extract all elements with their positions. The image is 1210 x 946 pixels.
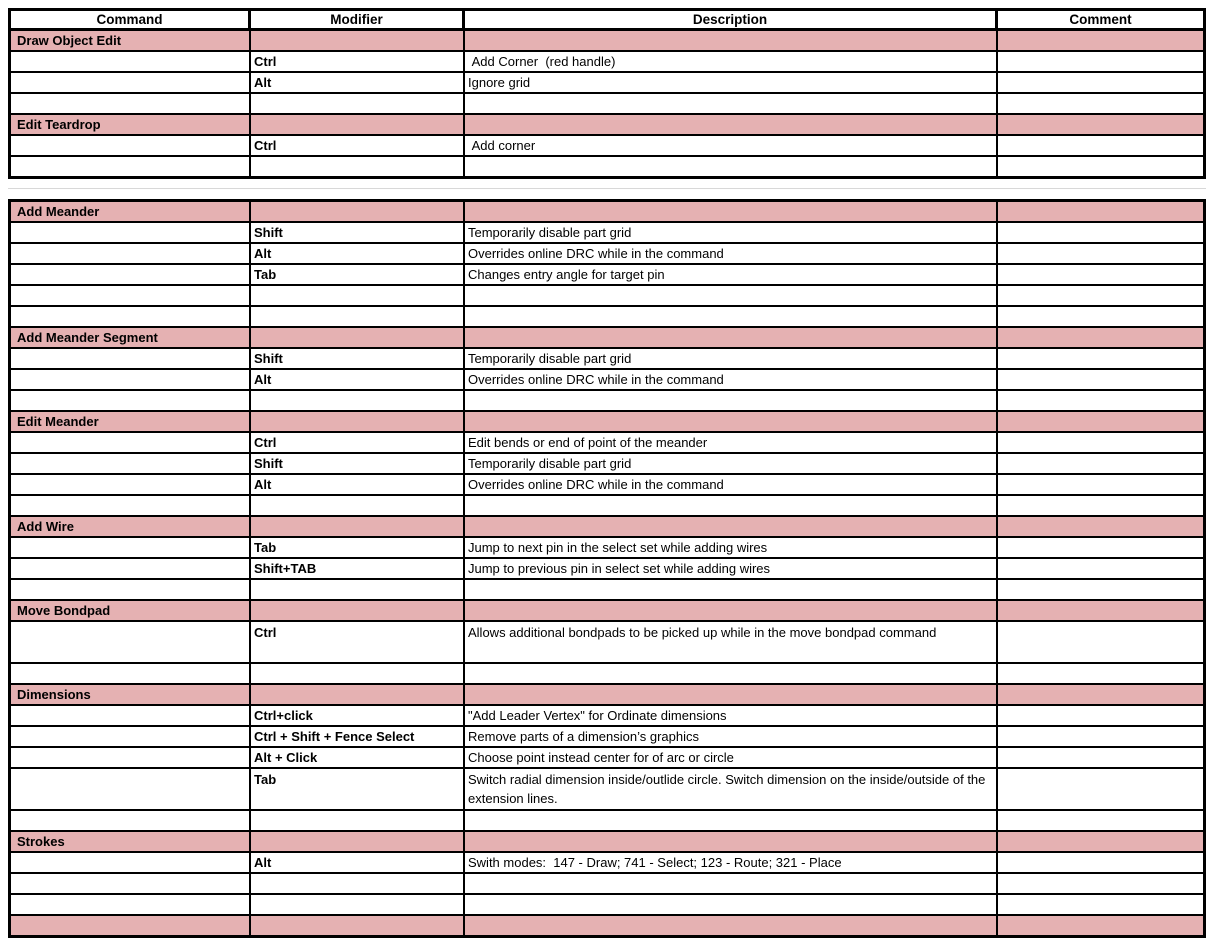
shortcut-row <box>11 265 1203 286</box>
section-empty-row <box>11 916 1203 935</box>
comment-cell <box>998 559 1203 578</box>
comment-cell <box>998 202 1203 221</box>
command-cell <box>11 895 251 914</box>
description-cell: Choose point instead center for of arc or circle <box>465 748 998 767</box>
header-cell-command: Command <box>11 11 251 28</box>
modifier-cell <box>251 517 465 536</box>
shortcut-row <box>11 52 1203 73</box>
comment-cell <box>998 769 1203 809</box>
modifier-cell: Ctrl <box>251 433 465 452</box>
modifier-cell <box>251 94 465 113</box>
modifier-cell <box>251 874 465 893</box>
shortcut-row <box>11 433 1203 454</box>
comment-cell <box>998 664 1203 683</box>
comment-cell <box>998 286 1203 305</box>
description-cell: Jump to previous pin in select set while adding wires <box>465 559 998 578</box>
table-header-row <box>8 8 1206 31</box>
command-cell <box>11 454 251 473</box>
command-cell <box>11 706 251 725</box>
section-header-row <box>11 31 1203 52</box>
modifier-cell: Ctrl + Shift + Fence Select <box>251 727 465 746</box>
modifier-cell: Ctrl+click <box>251 706 465 725</box>
empty-row <box>11 286 1203 307</box>
comment-cell <box>998 580 1203 599</box>
comment-cell <box>998 874 1203 893</box>
comment-cell <box>998 622 1203 662</box>
comment-cell <box>998 136 1203 155</box>
modifier-cell <box>251 580 465 599</box>
shortcut-row <box>11 73 1203 94</box>
empty-row <box>11 664 1203 685</box>
command-cell <box>11 307 251 326</box>
modifier-cell <box>251 307 465 326</box>
description-cell: Remove parts of a dimension’s graphics <box>465 727 998 746</box>
description-cell <box>465 601 998 620</box>
modifier-cell: Tab <box>251 265 465 284</box>
description-cell <box>465 286 998 305</box>
modifier-cell: Alt <box>251 475 465 494</box>
empty-row <box>11 157 1203 176</box>
modifier-cell: Shift <box>251 349 465 368</box>
shortcut-row <box>11 622 1203 664</box>
description-cell <box>465 328 998 347</box>
command-cell <box>11 94 251 113</box>
header-cell-comment: Comment <box>1069 12 1132 27</box>
shortcut-row <box>11 853 1203 874</box>
description-cell <box>465 202 998 221</box>
comment-cell <box>998 811 1203 830</box>
modifier-cell <box>251 685 465 704</box>
command-cell <box>11 916 251 935</box>
description-cell: Temporarily disable part grid <box>465 223 998 242</box>
command-cell: Draw Object Edit <box>11 31 251 50</box>
command-cell <box>11 622 251 662</box>
comment-cell <box>998 706 1203 725</box>
section-header-row <box>11 202 1203 223</box>
description-cell <box>465 517 998 536</box>
modifier-cell <box>251 31 465 50</box>
modifier-cell <box>251 496 465 515</box>
comment-cell <box>998 895 1203 914</box>
description-cell: Ignore grid <box>465 73 998 92</box>
command-cell <box>11 391 251 410</box>
modifier-cell: Alt <box>251 370 465 389</box>
command-cell <box>11 496 251 515</box>
command-cell: Edit Meander <box>11 412 251 431</box>
gap-divider-line <box>8 188 1206 189</box>
description-cell <box>465 685 998 704</box>
comment-cell <box>998 433 1203 452</box>
shortcut-row <box>11 136 1203 157</box>
empty-row <box>11 391 1203 412</box>
description-cell: Temporarily disable part grid <box>465 454 998 473</box>
shortcut-row <box>11 475 1203 496</box>
shortcut-row <box>11 559 1203 580</box>
shortcut-row <box>11 727 1203 748</box>
command-cell <box>11 136 251 155</box>
section-header-row <box>11 517 1203 538</box>
comment-cell <box>998 31 1203 50</box>
header-cell-description: Description <box>465 11 998 28</box>
description-cell <box>465 874 998 893</box>
modifier-cell <box>251 895 465 914</box>
description-cell <box>465 31 998 50</box>
modifier-cell: Ctrl <box>251 622 465 662</box>
description-cell: Swith modes: 147 - Draw; 741 - Select; 123 - Route; 321 - Place <box>465 853 998 872</box>
shortcut-row <box>11 370 1203 391</box>
modifier-cell <box>251 328 465 347</box>
comment-cell <box>998 475 1203 494</box>
modifier-cell <box>251 202 465 221</box>
shortcut-row <box>11 748 1203 769</box>
description-cell: Changes entry angle for target pin <box>465 265 998 284</box>
command-cell <box>11 223 251 242</box>
header-cell-modifier: Modifier <box>251 11 465 28</box>
description-cell: "Add Leader Vertex" for Ordinate dimensions <box>465 706 998 725</box>
empty-row <box>11 811 1203 832</box>
comment-cell <box>998 223 1203 242</box>
description-cell: Overrides online DRC while in the command <box>465 475 998 494</box>
comment-cell <box>998 328 1203 347</box>
modifier-cell: Alt <box>251 73 465 92</box>
description-cell: Temporarily disable part grid <box>465 349 998 368</box>
section-header-row <box>11 412 1203 433</box>
command-cell <box>11 52 251 71</box>
description-cell <box>465 580 998 599</box>
section-header-row <box>11 115 1203 136</box>
comment-cell <box>998 517 1203 536</box>
shortcut-row <box>11 244 1203 265</box>
comment-cell <box>998 601 1203 620</box>
description-cell <box>465 664 998 683</box>
command-cell <box>11 157 251 176</box>
command-cell <box>11 433 251 452</box>
shortcut-row <box>11 223 1203 244</box>
description-cell: Overrides online DRC while in the command <box>465 370 998 389</box>
comment-cell <box>998 370 1203 389</box>
command-cell <box>11 244 251 263</box>
description-cell <box>465 94 998 113</box>
modifier-cell <box>251 286 465 305</box>
table-block-main <box>8 199 1206 938</box>
comment-cell <box>998 853 1203 872</box>
shortcut-row <box>11 349 1203 370</box>
modifier-cell <box>251 832 465 851</box>
shortcut-row <box>11 706 1203 727</box>
command-cell <box>11 475 251 494</box>
comment-cell <box>998 727 1203 746</box>
modifier-cell <box>251 412 465 431</box>
section-header-row <box>11 601 1203 622</box>
command-cell <box>11 538 251 557</box>
table-block-top <box>8 31 1206 179</box>
description-cell: Add Corner (red handle) <box>465 52 998 71</box>
empty-row <box>11 874 1203 895</box>
modifier-cell <box>251 811 465 830</box>
description-cell: Allows additional bondpads to be picked up while in the move bondpad command <box>465 622 998 662</box>
modifier-cell <box>251 157 465 176</box>
comment-cell <box>998 307 1203 326</box>
description-cell: Switch radial dimension inside/outlide circle. Switch dimension on the inside/outside of the extension lines. <box>465 769 998 809</box>
command-cell: Add Wire <box>11 517 251 536</box>
comment-cell <box>998 748 1203 767</box>
description-cell <box>465 115 998 134</box>
modifier-cell: Ctrl <box>251 136 465 155</box>
modifier-cell: Alt <box>251 853 465 872</box>
comment-cell <box>998 412 1203 431</box>
comment-cell <box>998 52 1203 71</box>
description-cell <box>465 916 998 935</box>
modifier-cell: Shift+TAB <box>251 559 465 578</box>
comment-cell <box>998 391 1203 410</box>
modifier-cell <box>251 916 465 935</box>
modifier-cell: Shift <box>251 223 465 242</box>
command-cell <box>11 265 251 284</box>
command-cell: Move Bondpad <box>11 601 251 620</box>
empty-row <box>11 895 1203 916</box>
modifier-cell: Tab <box>251 538 465 557</box>
description-cell <box>465 157 998 176</box>
command-cell <box>11 73 251 92</box>
command-cell <box>11 811 251 830</box>
command-cell <box>11 664 251 683</box>
command-cell <box>11 727 251 746</box>
command-cell: Add Meander <box>11 202 251 221</box>
section-header-row <box>11 328 1203 349</box>
command-cell <box>11 748 251 767</box>
comment-cell <box>998 94 1203 113</box>
section-header-row <box>11 832 1203 853</box>
shortcut-row <box>11 538 1203 559</box>
command-cell: Edit Teardrop <box>11 115 251 134</box>
shortcut-row <box>11 769 1203 811</box>
comment-cell <box>998 832 1203 851</box>
comment-cell <box>998 244 1203 263</box>
modifier-cell: Alt + Click <box>251 748 465 767</box>
description-cell <box>465 412 998 431</box>
modifier-cell <box>251 115 465 134</box>
modifier-cell <box>251 664 465 683</box>
section-header-row <box>11 685 1203 706</box>
command-cell <box>11 580 251 599</box>
description-cell <box>465 895 998 914</box>
shortcut-row <box>11 454 1203 475</box>
comment-cell <box>998 157 1203 176</box>
empty-row <box>11 94 1203 115</box>
command-cell <box>11 874 251 893</box>
comment-cell <box>998 349 1203 368</box>
command-cell: Strokes <box>11 832 251 851</box>
description-cell <box>465 307 998 326</box>
modifier-cell <box>251 601 465 620</box>
comment-cell <box>998 916 1203 935</box>
description-cell <box>465 811 998 830</box>
comment-cell <box>998 265 1203 284</box>
command-cell <box>11 559 251 578</box>
command-cell <box>11 769 251 809</box>
command-cell: Dimensions <box>11 685 251 704</box>
command-cell <box>11 370 251 389</box>
empty-row <box>11 580 1203 601</box>
description-cell <box>465 832 998 851</box>
empty-row <box>11 307 1203 328</box>
command-cell <box>11 349 251 368</box>
description-cell: Edit bends or end of point of the meander <box>465 433 998 452</box>
command-cell <box>11 286 251 305</box>
modifier-cell <box>251 391 465 410</box>
description-cell: Jump to next pin in the select set while adding wires <box>465 538 998 557</box>
command-cell <box>11 853 251 872</box>
modifier-cell: Shift <box>251 454 465 473</box>
comment-cell <box>998 454 1203 473</box>
description-cell <box>465 496 998 515</box>
empty-row <box>11 496 1203 517</box>
comment-cell <box>998 496 1203 515</box>
modifier-cell: Tab <box>251 769 465 809</box>
comment-cell <box>998 685 1203 704</box>
description-cell: Overrides online DRC while in the command <box>465 244 998 263</box>
comment-cell <box>998 538 1203 557</box>
comment-cell <box>998 115 1203 134</box>
description-cell <box>465 391 998 410</box>
command-cell: Add Meander Segment <box>11 328 251 347</box>
description-cell: Add corner <box>465 136 998 155</box>
comment-cell <box>998 73 1203 92</box>
modifier-cell: Alt <box>251 244 465 263</box>
modifier-cell: Ctrl <box>251 52 465 71</box>
